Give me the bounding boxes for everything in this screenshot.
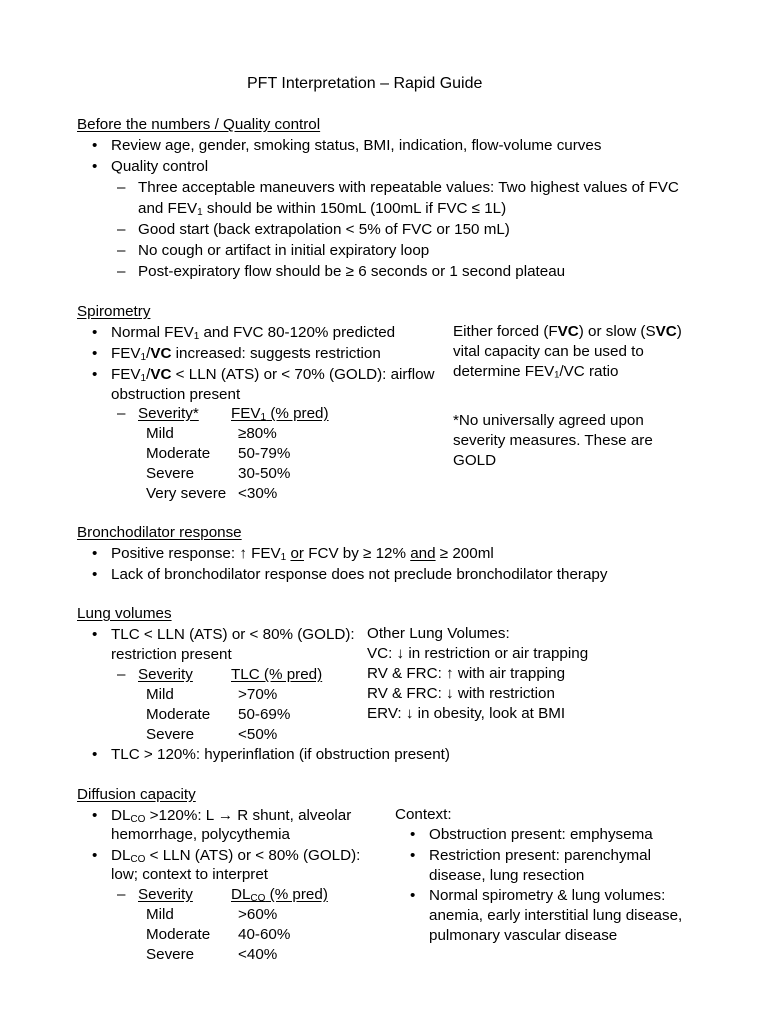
dash: – bbox=[117, 263, 126, 280]
subscript: 1 bbox=[193, 331, 200, 342]
lack-of-response-item: Lack of bronchodilator response does not preclude bronchodilator therapy bbox=[111, 566, 608, 583]
maneuvers-line-2 bbox=[138, 199, 506, 219]
bullet: • bbox=[92, 847, 98, 864]
dash: – bbox=[117, 242, 126, 259]
dash: – bbox=[117, 221, 126, 238]
text: and bbox=[410, 545, 436, 562]
bullet: • bbox=[92, 626, 98, 643]
text: FEV bbox=[231, 405, 261, 422]
severity-row bbox=[146, 705, 290, 725]
severity-label: Moderate bbox=[146, 706, 211, 723]
subscript: CO bbox=[130, 854, 146, 865]
subscript: 1 bbox=[140, 352, 147, 363]
bullet: • bbox=[92, 566, 98, 583]
text: Either forced (F bbox=[453, 323, 558, 340]
subscript: 1 bbox=[140, 373, 147, 384]
severity-label: Very severe bbox=[146, 485, 227, 502]
severity-value: <40% bbox=[238, 946, 278, 963]
text: DL bbox=[111, 847, 131, 864]
positive-response-item bbox=[111, 544, 494, 564]
context-restriction-line-1: Restriction present: parenchymal bbox=[429, 847, 652, 864]
text: (% pred) bbox=[266, 405, 329, 422]
bullet: • bbox=[410, 887, 416, 904]
page-title: PFT Interpretation – Rapid Guide bbox=[247, 75, 483, 92]
severity-value: 50-69% bbox=[238, 706, 291, 723]
other-lung-volume-item: VC: ↓ in restriction or air trapping bbox=[367, 645, 589, 662]
severity-col-label: Severity bbox=[138, 886, 193, 903]
dlco-high-line-1 bbox=[111, 806, 351, 826]
subscript: 1 bbox=[280, 552, 287, 563]
severity-value: 50-79% bbox=[238, 445, 291, 462]
text: should be within 150mL (100mL if FVC ≤ 1L) bbox=[202, 200, 507, 217]
severity-row bbox=[146, 444, 290, 464]
severity-value: 30-50% bbox=[238, 465, 291, 482]
fev-col-label bbox=[231, 404, 329, 424]
severity-row bbox=[146, 484, 277, 504]
good-start-item: Good start (back extrapolation < 5% of FVC or 150 mL) bbox=[138, 221, 510, 238]
text: < LLN (ATS) or < 80% (GOLD): bbox=[145, 847, 361, 864]
bullet: • bbox=[92, 324, 98, 341]
text: DL bbox=[111, 807, 131, 824]
text: / bbox=[146, 366, 151, 383]
bullet: • bbox=[92, 366, 98, 383]
bullet: • bbox=[92, 746, 98, 763]
dlco-high-line-2: hemorrhage, polycythemia bbox=[111, 826, 290, 843]
hyperinflation-item: TLC > 120%: hyperinflation (if obstruction present) bbox=[111, 746, 450, 763]
bullet: • bbox=[92, 345, 98, 362]
dlco-low-line-1 bbox=[111, 846, 360, 866]
subscript: CO bbox=[130, 814, 146, 825]
severity-value: <50% bbox=[238, 726, 278, 743]
severity-value: >60% bbox=[238, 906, 278, 923]
bullet: • bbox=[92, 807, 98, 824]
dash: – bbox=[117, 405, 126, 422]
text: increased: suggests restriction bbox=[171, 345, 381, 362]
severity-label: Mild bbox=[146, 686, 174, 703]
text: Positive response: ↑ FEV bbox=[111, 545, 281, 562]
text: VC bbox=[150, 345, 172, 362]
other-lung-volume-item: RV & FRC: ↓ with restriction bbox=[367, 685, 555, 702]
subscript: 1 bbox=[197, 207, 203, 218]
fev-vc-increased-item bbox=[111, 344, 381, 364]
severity-row bbox=[146, 725, 277, 745]
severity-row bbox=[146, 905, 277, 925]
text: FEV bbox=[111, 345, 141, 362]
severity-value: >70% bbox=[238, 686, 278, 703]
bullet: • bbox=[92, 137, 98, 154]
bullet: • bbox=[92, 545, 98, 562]
text: ) or slow (S bbox=[578, 323, 656, 340]
severity-label: Severe bbox=[146, 946, 195, 963]
severity-note-line-2: severity measures. These are bbox=[453, 432, 653, 449]
bullet: • bbox=[410, 826, 416, 843]
text: Normal FEV bbox=[111, 324, 194, 341]
normal-fev-item bbox=[111, 323, 395, 343]
severity-value: ≥80% bbox=[238, 425, 277, 442]
text: or bbox=[290, 545, 304, 562]
forced-slow-note-line-1 bbox=[453, 322, 682, 342]
severity-col-label: Severity* bbox=[138, 405, 199, 422]
text: ) bbox=[676, 323, 682, 340]
diffusion-heading: Diffusion capacity bbox=[77, 786, 196, 803]
dlco-col-label bbox=[231, 885, 328, 905]
severity-col-label: Severity bbox=[138, 666, 193, 683]
severity-label: Moderate bbox=[146, 445, 211, 462]
severity-row bbox=[146, 685, 277, 705]
text: / bbox=[146, 345, 151, 362]
context-restriction-line-2: disease, lung resection bbox=[429, 867, 585, 884]
severity-value: 40-60% bbox=[238, 926, 291, 943]
tlc-low-line-2: restriction present bbox=[111, 646, 232, 663]
severity-row bbox=[146, 464, 290, 484]
bullet: • bbox=[92, 158, 98, 175]
severity-label: Mild bbox=[146, 906, 174, 923]
no-cough-item: No cough or artifact in initial expiratory loop bbox=[138, 242, 430, 259]
tlc-col-label: TLC (% pred) bbox=[231, 666, 323, 683]
severity-row bbox=[146, 945, 277, 965]
other-lung-volume-item: ERV: ↓ in obesity, look at BMI bbox=[367, 705, 566, 722]
obstruction-present-line: obstruction present bbox=[111, 386, 241, 403]
lung-volumes-heading: Lung volumes bbox=[77, 605, 172, 622]
fev-vc-low-item bbox=[111, 365, 435, 385]
severity-note-line-1: *No universally agreed upon bbox=[453, 412, 644, 429]
text: (% pred) bbox=[265, 886, 328, 903]
text: and FEV bbox=[138, 200, 198, 217]
severity-value: <30% bbox=[238, 485, 278, 502]
dash: – bbox=[117, 179, 126, 196]
text: and FVC 80-120% predicted bbox=[199, 324, 396, 341]
text: VC bbox=[655, 323, 677, 340]
severity-note-line-3: GOLD bbox=[453, 452, 497, 469]
text: FEV bbox=[111, 366, 141, 383]
tlc-low-line-1: TLC < LLN (ATS) or < 80% (GOLD): bbox=[111, 626, 355, 643]
bronchodilator-heading: Bronchodilator response bbox=[77, 524, 242, 541]
bullet: • bbox=[410, 847, 416, 864]
dash: – bbox=[117, 886, 126, 903]
spirometry-heading: Spirometry bbox=[77, 303, 151, 320]
text: FCV by ≥ 12% bbox=[303, 545, 411, 562]
text: DL bbox=[231, 886, 251, 903]
subscript: 1 bbox=[260, 412, 267, 423]
forced-slow-note-line-3: determine FEV₁/VC ratio bbox=[453, 363, 619, 380]
severity-label: Mild bbox=[146, 425, 174, 442]
text: VC bbox=[557, 323, 579, 340]
context-normal-line-1: Normal spirometry & lung volumes: bbox=[429, 887, 666, 904]
context-normal-line-3: pulmonary vascular disease bbox=[429, 927, 618, 944]
context-heading: Context: bbox=[395, 806, 452, 823]
text: VC bbox=[150, 366, 172, 383]
other-lung-volumes-heading: Other Lung Volumes: bbox=[367, 625, 510, 642]
quality-control-item: Quality control bbox=[111, 158, 209, 175]
dash: – bbox=[117, 666, 126, 683]
severity-label: Severe bbox=[146, 465, 195, 482]
maneuvers-line-1: Three acceptable maneuvers with repeatable values: Two highest values of FVC bbox=[138, 179, 679, 196]
quality-heading: Before the numbers / Quality control bbox=[77, 116, 321, 133]
post-expiratory-item: Post-expiratory flow should be ≥ 6 seconds or 1 second plateau bbox=[138, 263, 566, 280]
text: ≥ 200ml bbox=[435, 545, 494, 562]
text: < LLN (ATS) or < 70% (GOLD): airflow bbox=[171, 366, 435, 383]
other-lung-volume-item: RV & FRC: ↑ with air trapping bbox=[367, 665, 566, 682]
severity-label: Moderate bbox=[146, 926, 211, 943]
severity-row bbox=[146, 424, 277, 444]
severity-label: Severe bbox=[146, 726, 195, 743]
severity-row bbox=[146, 925, 290, 945]
text: >120%: L → R shunt, alveolar bbox=[145, 807, 352, 824]
quality-review-item: Review age, gender, smoking status, BMI, indication, flow-volume curves bbox=[111, 137, 602, 154]
forced-slow-note-line-2: vital capacity can be used to bbox=[453, 343, 644, 360]
dlco-low-line-2: low; context to interpret bbox=[111, 866, 269, 883]
subscript: CO bbox=[250, 893, 266, 904]
context-obstruction-item: Obstruction present: emphysema bbox=[429, 826, 653, 843]
context-normal-line-2: anemia, early interstitial lung disease, bbox=[429, 907, 683, 924]
